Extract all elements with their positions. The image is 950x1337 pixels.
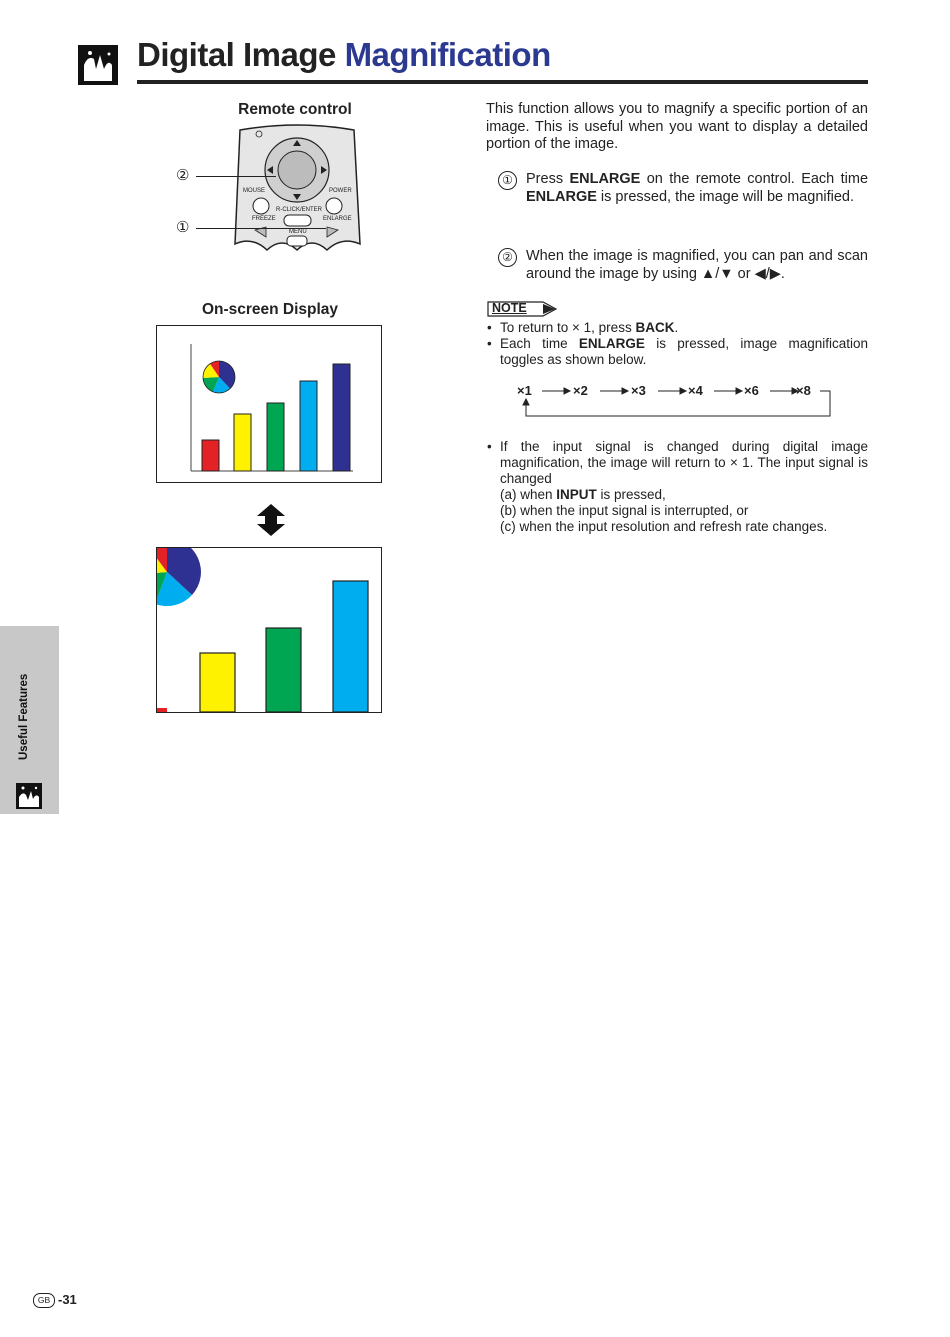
note-3-a-keyword: INPUT: [556, 487, 597, 502]
intro-paragraph: This function allows you to magnify a specific portion of an image. This is useful when you want to display a detailed portion of the image.: [486, 101, 868, 152]
remote-label-menu: MENU: [289, 229, 307, 235]
note-1-text: To return to × 1, press: [500, 320, 636, 335]
side-tab-label: Useful Features: [18, 673, 30, 760]
remote-label-enlarge: ENLARGE: [323, 216, 352, 222]
mag-x3: ×3: [631, 383, 646, 398]
page-title: [137, 36, 551, 74]
callout-2: ②: [176, 167, 190, 184]
page-number-text: -31: [58, 1292, 77, 1307]
magnification-cycle-diagram: [512, 380, 834, 420]
side-tab-icon: [16, 783, 42, 809]
mag-x2: ×2: [573, 383, 588, 398]
region-badge: GB: [33, 1293, 55, 1308]
note-3-case-b: (b) when the input signal is interrupted, or: [500, 503, 749, 518]
step-1-keyword-1: ENLARGE: [569, 171, 641, 187]
note-list: [487, 320, 868, 368]
note-item-3: • If the input signal is changed during digital image magnification, the image will return to × 1. The input signal is changed: [487, 439, 868, 487]
step-1-text-c: on the remote control. Each time: [640, 171, 869, 187]
note-2-text-c: is pressed, image magnification toggles as shown below.: [500, 336, 869, 367]
note-2-text-a: Each time: [500, 336, 579, 351]
note-list-2: [487, 439, 868, 535]
step-2-number: ②: [498, 248, 517, 267]
note-item-1: [487, 320, 868, 336]
note-3-case-a: [487, 487, 868, 503]
title-rule: [137, 80, 868, 84]
step-1: [502, 171, 869, 206]
remote-label-mouse: MOUSE: [243, 188, 266, 194]
callout-1: ①: [176, 219, 190, 236]
note-badge: [487, 301, 557, 317]
note-2-keyword: ENLARGE: [578, 336, 645, 351]
title-part1: Digital Image: [137, 36, 336, 73]
note-1-keyword: BACK: [635, 320, 675, 335]
step-1-number: ①: [498, 171, 517, 190]
section-icon: [78, 45, 118, 85]
note-3-a-text: (a) when: [500, 487, 557, 502]
callout-1-line: [196, 228, 326, 229]
note-item-2: [487, 336, 868, 368]
remote-label-freeze: FREEZE: [252, 216, 276, 222]
page-number: [33, 1292, 77, 1308]
remote-label-rclick: R-CLICK/ENTER: [276, 207, 323, 213]
callout-2-line: [196, 176, 276, 177]
remote-heading: Remote control: [238, 101, 352, 118]
remote-label-power: POWER: [329, 188, 352, 194]
double-arrow-up-down-icon: [256, 504, 286, 536]
step-2-text: When the image is magnified, you can pan and scan around the image by using ▲/▼ or ◀/▶.: [526, 248, 868, 282]
note-label: NOTE: [492, 301, 527, 315]
step-2: [502, 248, 868, 283]
mag-x4: ×4: [688, 383, 703, 398]
mag-x8: ×8: [796, 383, 811, 398]
step-1-text-a: Press: [526, 171, 570, 187]
title-part2: Magnification: [344, 36, 551, 73]
mag-x6: ×6: [744, 383, 759, 398]
mag-x1: ×1: [517, 383, 532, 398]
note-3-case-c: (c) when the input resolution and refresh rate changes.: [500, 519, 828, 534]
osd-screen-normal: [156, 325, 382, 483]
step-1-text-e: is pressed, the image will be magnified.: [596, 188, 855, 205]
step-1-keyword-2: ENLARGE: [526, 188, 597, 205]
note-1-end: .: [674, 320, 679, 335]
osd-heading: On-screen Display: [201, 301, 339, 318]
osd-screen-magnified: [156, 547, 382, 713]
note-3-a-end: is pressed,: [596, 487, 666, 502]
